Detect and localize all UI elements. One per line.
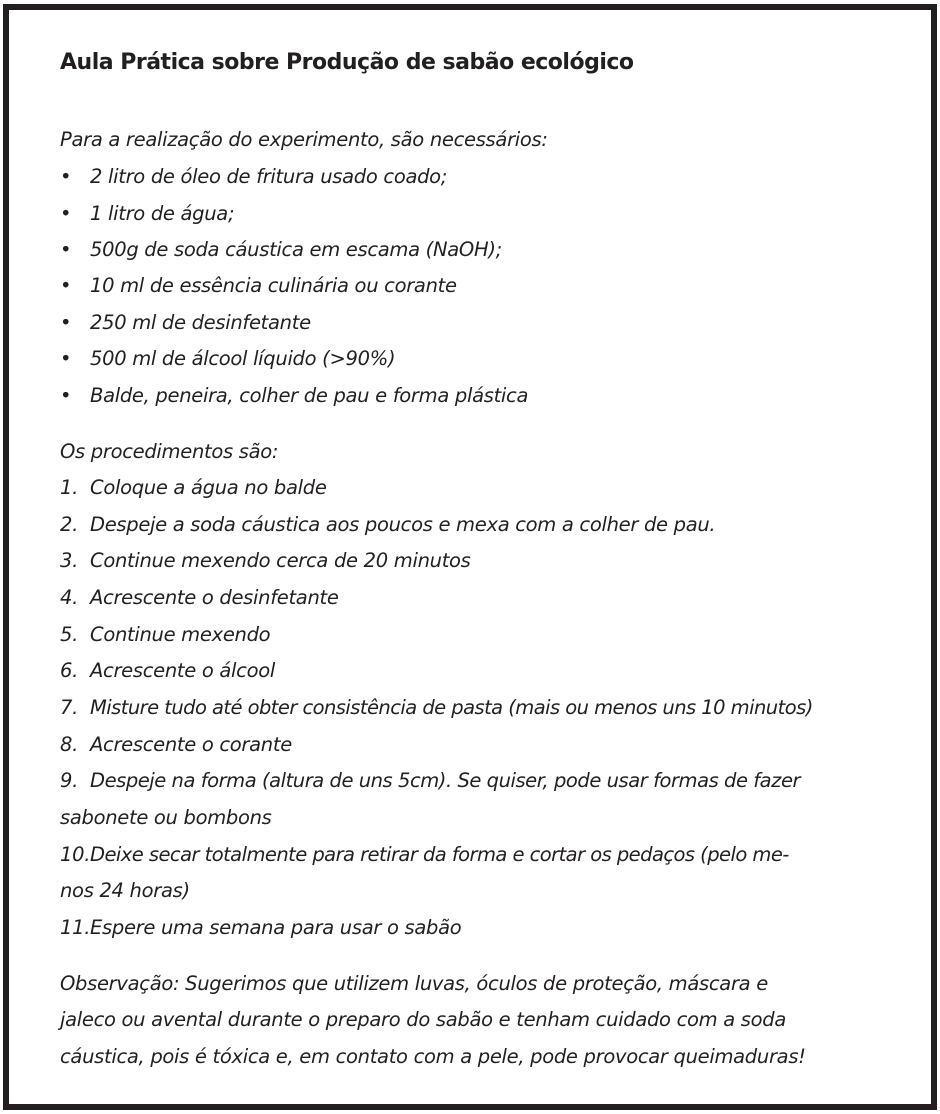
materials-item-text: 10 ml de essência culinária ou corante (90, 274, 457, 297)
observation-line: jaleco ou avental durante o preparo do sabão e tenham cuidado com a soda (60, 1008, 786, 1031)
materials-item-text: 500 ml de álcool líquido (>90%) (90, 347, 396, 370)
bullet: • (60, 347, 72, 370)
step-number: 11. (60, 916, 91, 939)
observation-line: cáustica, pois é tóxica e, em contato com a pele, pode provocar queimaduras! (60, 1045, 806, 1068)
materials-item-text: 1 litro de água; (90, 202, 235, 225)
materials-item-text: 2 litro de óleo de fritura usado coado; (90, 165, 448, 188)
bullet: • (60, 311, 72, 334)
step-number: 3. (60, 549, 79, 572)
step-text: Misture tudo até obter consistência de pasta (mais ou menos uns 10 minutos) (90, 696, 813, 719)
step-text: Continue mexendo (90, 623, 271, 646)
document-frame (3, 4, 937, 1110)
materials-heading: Para a realização do experimento, são necessários: (60, 128, 548, 151)
bullet: • (60, 238, 72, 261)
step-number: 8. (60, 733, 79, 756)
step-number: 6. (60, 659, 79, 682)
procedure-step-continuation: sabonete ou bombons (60, 806, 272, 829)
step-text: Despeje na forma (altura de uns 5cm). Se quiser, pode usar formas de fazer (90, 769, 801, 792)
step-text: Deixe secar totalmente para retirar da forma e cortar os pedaços (pelo me- (90, 843, 789, 866)
document-title: Aula Prática sobre Produção de sabão ecológico (60, 50, 634, 75)
step-text: Acrescente o corante (90, 733, 292, 756)
step-number: 9. (60, 769, 79, 792)
bullet: • (60, 274, 72, 297)
step-text: Espere uma semana para usar o sabão (90, 916, 462, 939)
procedure-heading: Os procedimentos são: (60, 440, 279, 463)
step-number: 7. (60, 696, 79, 719)
step-text: Despeje a soda cáustica aos poucos e mexa com a colher de pau. (90, 513, 716, 536)
step-text: Acrescente o álcool (90, 659, 275, 682)
bullet: • (60, 384, 72, 407)
bullet: • (60, 165, 72, 188)
procedure-step-continuation: nos 24 horas) (60, 879, 190, 902)
materials-item-text: 250 ml de desinfetante (90, 311, 311, 334)
step-number: 2. (60, 513, 79, 536)
materials-item-text: Balde, peneira, colher de pau e forma plástica (90, 384, 529, 407)
observation-line: Observação: Sugerimos que utilizem luvas, óculos de proteção, máscara e (60, 972, 768, 995)
bullet: • (60, 202, 72, 225)
step-number: 5. (60, 623, 79, 646)
step-text: Acrescente o desinfetante (90, 586, 339, 609)
materials-item-text: 500g de soda cáustica em escama (NaOH); (90, 238, 502, 261)
step-number: 1. (60, 476, 79, 499)
step-number: 4. (60, 586, 79, 609)
step-text: Continue mexendo cerca de 20 minutos (90, 549, 471, 572)
step-text: Coloque a água no balde (90, 476, 327, 499)
step-number: 10. (60, 843, 91, 866)
